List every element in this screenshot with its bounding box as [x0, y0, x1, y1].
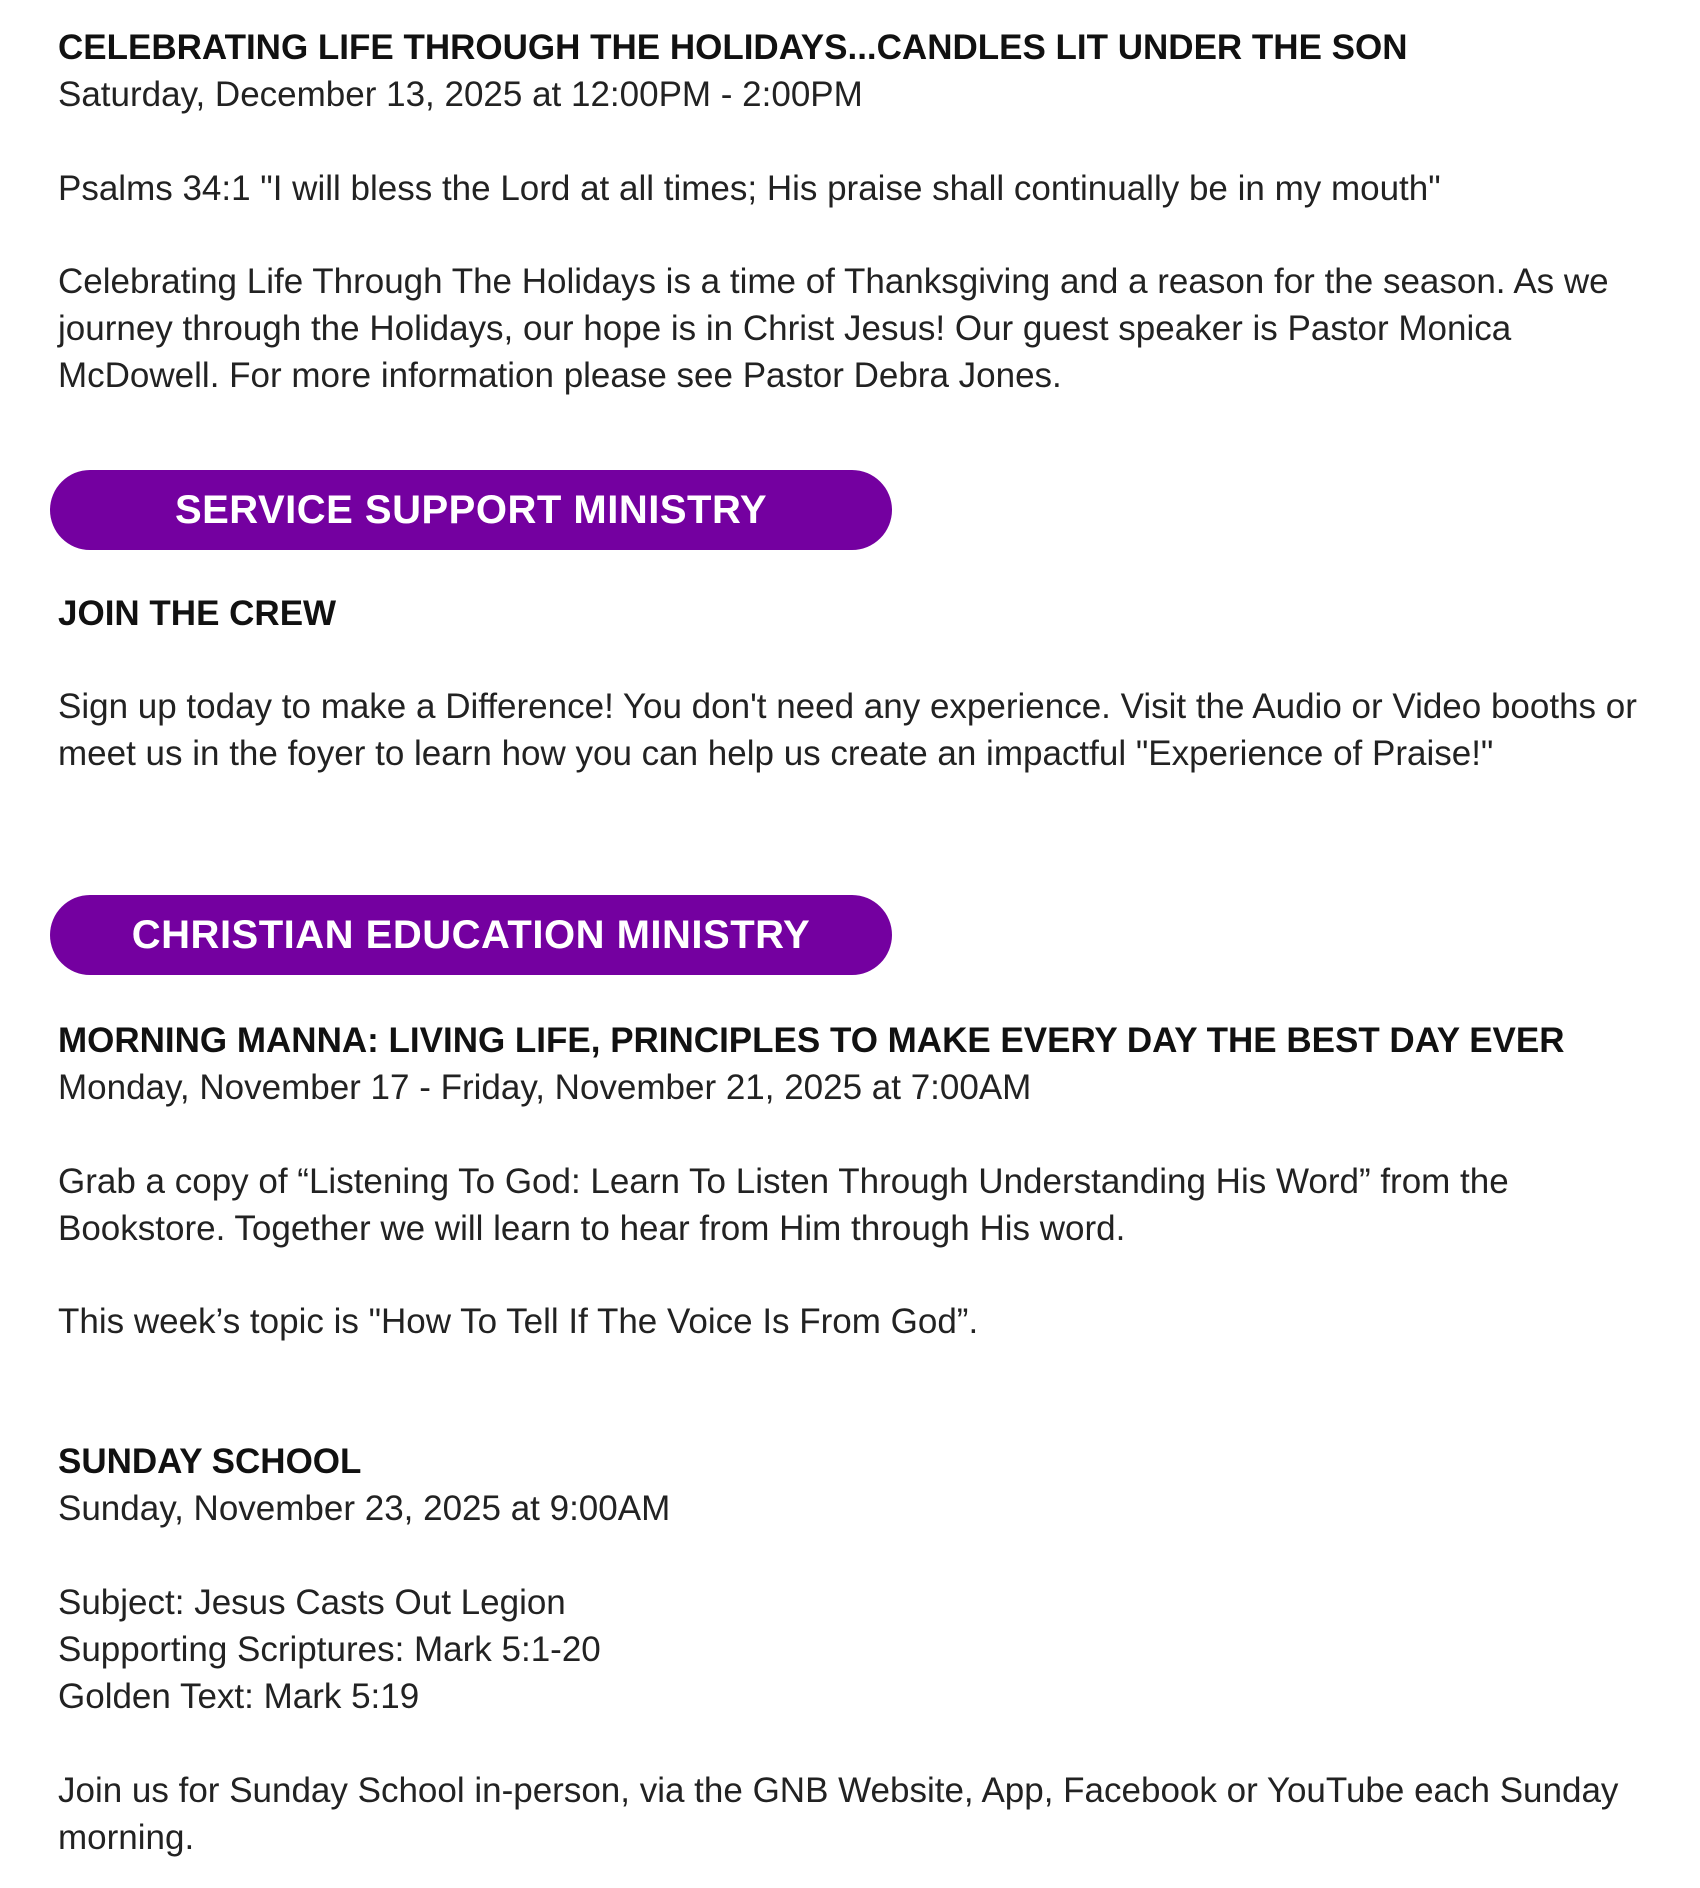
- event-description-block: [58, 258, 1638, 399]
- section-header-service-support: [50, 470, 892, 550]
- morning-manna-description-block: [58, 1158, 1638, 1252]
- event-scripture-block: [58, 165, 1638, 212]
- sunday-school-datetime: Sunday, November 23, 2025 at 9:00AM: [58, 1489, 671, 1528]
- join-crew-block: [58, 590, 1638, 637]
- sunday-school-description: Join us for Sunday School in-person, via the GNB Website, App, Facebook or YouTube each Sunday morning.: [58, 1771, 1619, 1857]
- section-header-christian-education: [50, 895, 892, 975]
- join-crew-heading: JOIN THE CREW: [58, 594, 337, 633]
- section-header-label: SERVICE SUPPORT MINISTRY: [174, 487, 768, 532]
- event-scripture: Psalms 34:1 "I will bless the Lord at all times; His praise shall continually be in my mouth": [58, 169, 1441, 208]
- event-description: Celebrating Life Through The Holidays is a time of Thanksgiving and a reason for the season. As we journey through the Holidays, our hope is in Christ Jesus! Our guest speaker is Pastor Monica McDowell. For more information please see Pastor Debra Jones.: [58, 262, 1609, 395]
- sunday-school-block: [58, 1438, 1638, 1532]
- event-title: CELEBRATING LIFE THROUGH THE HOLIDAYS...CANDLES LIT UNDER THE SON: [58, 28, 1408, 67]
- sunday-school-scriptures: Supporting Scriptures: Mark 5:1-20: [58, 1630, 601, 1669]
- sunday-school-details: [58, 1579, 1638, 1720]
- event-holidays: [58, 24, 1638, 118]
- morning-manna-datetime: Monday, November 17 - Friday, November 21, 2025 at 7:00AM: [58, 1068, 1032, 1107]
- join-crew-description-block: [58, 683, 1638, 777]
- morning-manna-topic: This week’s topic is "How To Tell If The Voice Is From God”.: [58, 1302, 979, 1341]
- join-crew-description: Sign up today to make a Difference! You don't need any experience. Visit the Audio or Video booths or meet us in the foyer to learn how you can help us create an impactful "Experience of Praise!": [58, 687, 1637, 773]
- sunday-school-description-block: [58, 1767, 1638, 1861]
- sunday-school-golden-text: Golden Text: Mark 5:19: [58, 1677, 420, 1716]
- morning-manna-topic-block: [58, 1298, 1638, 1345]
- section-header-label: CHRISTIAN EDUCATION MINISTRY: [131, 912, 811, 957]
- sunday-school-subject: Subject: Jesus Casts Out Legion: [58, 1583, 566, 1622]
- event-datetime: Saturday, December 13, 2025 at 12:00PM - 2:00PM: [58, 75, 863, 114]
- morning-manna-block: [58, 1017, 1638, 1111]
- morning-manna-title: MORNING MANNA: LIVING LIFE, PRINCIPLES TO MAKE EVERY DAY THE BEST DAY EVER: [58, 1021, 1565, 1060]
- morning-manna-description: Grab a copy of “Listening To God: Learn To Listen Through Understanding His Word” from the Bookstore. Together we will learn to hear from Him through His word.: [58, 1162, 1509, 1248]
- sunday-school-title: SUNDAY SCHOOL: [58, 1442, 362, 1481]
